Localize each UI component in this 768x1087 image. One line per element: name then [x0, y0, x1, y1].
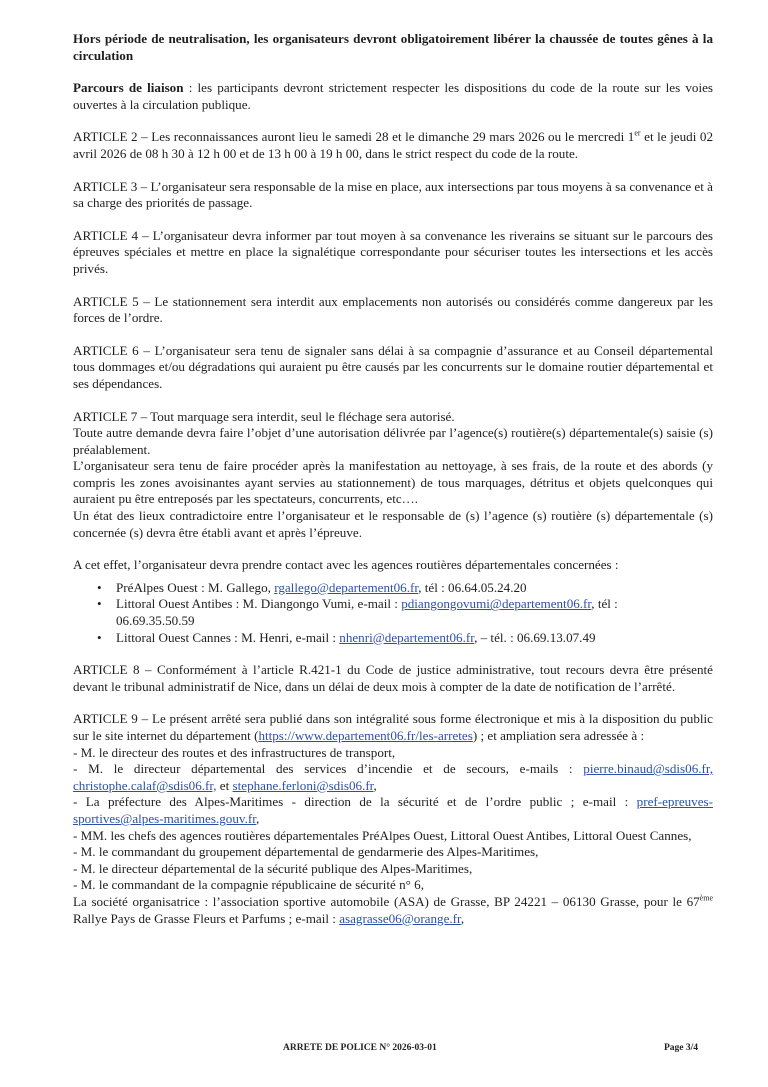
recipient-item [73, 794, 713, 827]
punctuation: , [460, 910, 465, 926]
recipient-item: - M. le commandant du groupement départemental de gendarmerie des Alpes-Maritimes, [73, 844, 539, 860]
email-link[interactable]: stephane.ferloni@sdis06.fr [232, 777, 374, 793]
article-6: ARTICLE 6 – L’organisateur sera tenu de signaler sans délai à sa compagnie d’assurance et au Conseil départemental tous dommages et/ou dégradations qui auraient pu être causés par les concurrents sur le domaine routier départemental et ses dépendances. [73, 342, 713, 391]
ordinal-sup: er [634, 129, 641, 139]
contact-phone: , – tél. : 06.69.13.07.49 [474, 629, 596, 645]
recipient-text: - M. le directeur départemental des services d’incendie et de secours, e-mails : [73, 761, 584, 777]
contact-item [97, 596, 636, 629]
contact-phone: , tél : 06.64.05.24.20 [418, 579, 527, 595]
email-link[interactable]: pdiangongovumi@departement06.fr [401, 596, 592, 612]
ordinal-sup: ème [699, 893, 713, 903]
article-7-para2: Toute autre demande devra faire l’objet d’une autorisation délivrée par l’agence(s) routière(s) départementale(s) saisie (s) préalablement. [73, 425, 713, 457]
email-link[interactable]: christophe.calaf@sdis06.fr, [73, 777, 217, 793]
conjunction: et [216, 777, 233, 793]
liaison-paragraph [73, 80, 713, 113]
email-link[interactable]: asagrasse06@orange.fr [339, 910, 461, 926]
article-5: ARTICLE 5 – Le stationnement sera interdit aux emplacements non autorisés ou considérés comme dangereux par les forces de l’ordre. [73, 293, 713, 326]
punctuation: , [373, 777, 377, 793]
email-link[interactable]: rgallego@departement06.fr [274, 579, 419, 595]
article-2-text-cont: et le jeudi 02 avril 2026 de 08 h 30 à 12 h 00 et de 13 h 00 à 19 h 00, dans le strict respect du code de la route. [73, 129, 713, 161]
heading-neutralisation: Hors période de neutralisation, les organisateurs devront obligatoirement libérer la chaussée de toutes gênes à la circulation [73, 31, 713, 63]
recipient-item [73, 761, 713, 794]
arrete-reference: ARRETE DE POLICE N° 2026-03-01 [283, 1043, 437, 1053]
liaison-label: Parcours de liaison [73, 80, 184, 96]
article-3: ARTICLE 3 – L’organisateur sera responsable de la mise en place, aux intersections par tous moyens à sa convenance et à sa charge des priorités de passage. [73, 178, 713, 211]
contact-label: Littoral Ouest Antibes : M. Diangongo Vumi, e-mail : [116, 596, 402, 612]
email-link[interactable]: pierre.binaud@sdis06.fr, [583, 761, 713, 777]
liaison-text: : les participants devront strictement respecter les dispositions du code de la route sur les voies ouvertes à la circulation publique. [73, 80, 714, 112]
recipient-text: - La préfecture des Alpes-Maritimes - direction de la sécurité et de l’ordre public ; e-mail : [73, 794, 637, 810]
contact-item [97, 580, 713, 597]
document-page [73, 20, 713, 927]
article-9-text: ARTICLE 9 – Le présent arrêté sera publié dans son intégralité sous forme électronique et mis à la disposition du public sur le site internet du département ( [73, 711, 713, 743]
punctuation: , [256, 810, 260, 826]
recipient-item: - M. le commandant de la compagnie républicaine de sécurité n° 6, [73, 877, 424, 893]
article-9-text-cont: ) ; et ampliation sera adressée à : [472, 728, 645, 743]
article-4: ARTICLE 4 – L’organisateur devra informer par tout moyen à sa convenance les riverains se situant sur le parcours des épreuves spéciales et mettre en place la signalétique correspondante pour sécuriser toutes les intersections et les accès privés. [73, 227, 713, 276]
arretes-link[interactable]: https://www.departement06.fr/les-arretes [258, 728, 473, 743]
article-7-para4: Un état des lieux contradictoire entre l’organisateur et le responsable de (s) l’agence (s) routière (s) départementale (s) concernée (s) devra être établi avant et après l’épreuve. [73, 508, 713, 540]
recipient-text: La société organisatrice : l’association sportive automobile (ASA) de Grasse, BP 24221 – 06130 Grasse, pour le 67 [73, 893, 700, 909]
article-8: ARTICLE 8 – Conformément à l’article R.421-1 du Code de justice administrative, tout recours devra être présenté devant le tribunal administratif de Nice, dans un délai de deux mois à compter de la date de notification de l’arrêté. [73, 662, 713, 694]
article-9 [73, 711, 713, 744]
email-link[interactable]: nhenri@departement06.fr [339, 629, 475, 645]
page-number: Page 3/4 [664, 1043, 699, 1053]
article-7-line1: ARTICLE 7 – Tout marquage sera interdit, seul le fléchage sera autorisé. [73, 408, 455, 424]
recipient-item: - M. le directeur départemental de la sécurité publique des Alpes-Maritimes, [73, 860, 473, 876]
contact-label: Littoral Ouest Cannes : M. Henri, e-mail : [116, 629, 340, 645]
recipient-text-cont: Rallye Pays de Grasse Fleurs et Parfums ; e-mail : [73, 910, 340, 926]
contacts-intro: A cet effet, l’organisateur devra prendre contact avec les agences routières départementales concernées : [73, 557, 619, 573]
article-2 [73, 129, 713, 162]
recipient-organizer [73, 894, 713, 927]
recipient-item: - M. le directeur des routes et des infrastructures de transport, [73, 744, 396, 760]
contacts-list [73, 580, 713, 646]
email-link[interactable]: pref-epreuves-sportives@alpes-maritimes.gouv.fr [73, 794, 713, 826]
contact-phone: , tél : 06.69.35.50.59 [116, 596, 618, 629]
article-7-para3: L’organisateur sera tenu de faire procéder après la manifestation au nettoyage, à ses frais, de la route et des abords (y compris les zones avoisinantes ayant servies au stationnement) de tous marquages, détritus et objets quelconques qui auraient pu être entreposés par les spectateurs, concurrents, etc…. [73, 458, 713, 507]
contact-item [97, 630, 713, 647]
article-2-text: ARTICLE 2 – Les reconnaissances auront lieu le samedi 28 et le dimanche 29 mars 2026 ou le mercredi 1 [73, 129, 635, 145]
contact-label: PréAlpes Ouest : M. Gallego, [116, 579, 275, 595]
recipient-item: - MM. les chefs des agences routières départementales PréAlpes Ouest, Littoral Ouest Antibes, Littoral Ouest Cannes, [73, 827, 692, 843]
